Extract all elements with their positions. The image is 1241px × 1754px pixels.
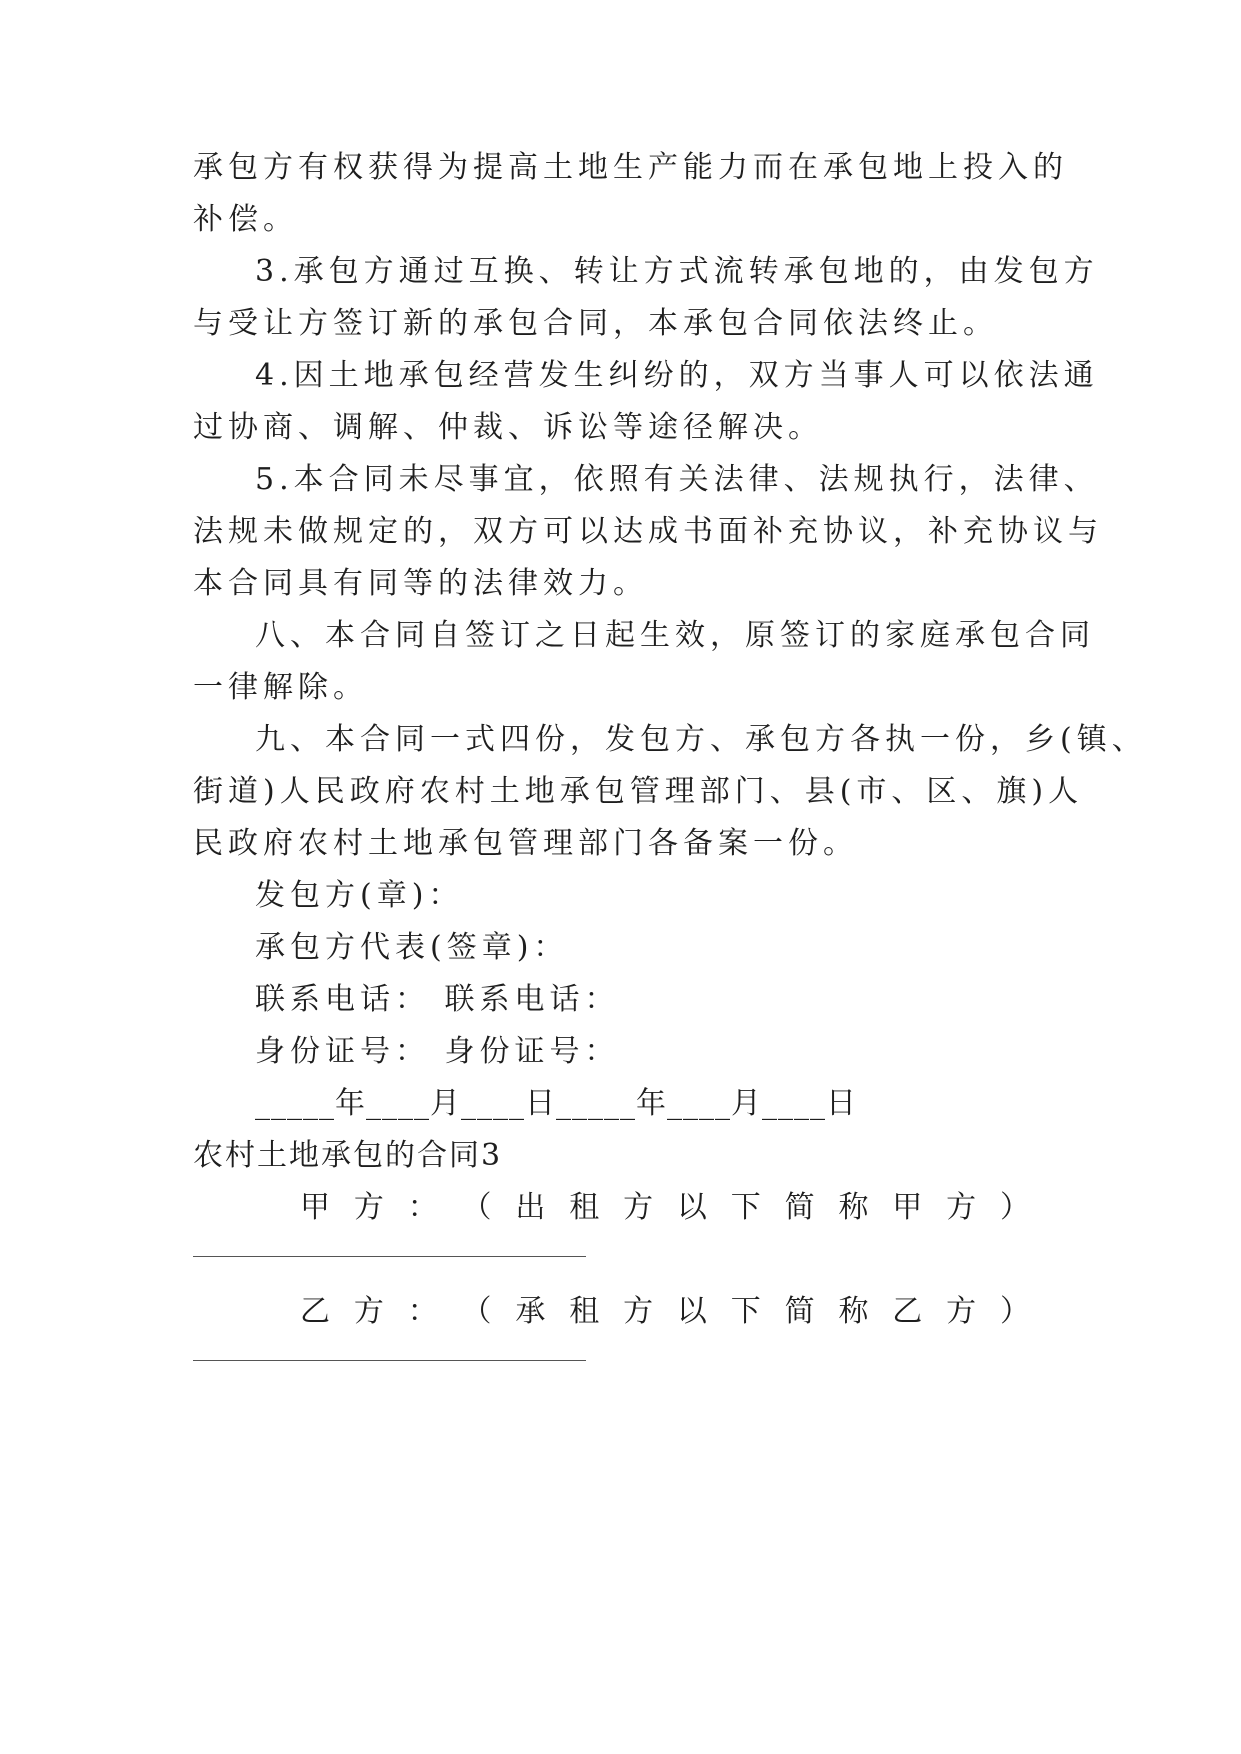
party-b-char: （ bbox=[461, 1294, 492, 1329]
party-a-char: 甲 bbox=[892, 1190, 923, 1225]
phone-fields: 联系电话： 联系电话： bbox=[255, 982, 620, 1017]
paragraph-line: 民政府农村土地承包管理部门各备案一份。 bbox=[193, 826, 858, 861]
party-b-char: 乙 bbox=[300, 1294, 330, 1329]
party-a-char: （ bbox=[461, 1190, 492, 1225]
party-b-char: 方 bbox=[623, 1294, 654, 1329]
party-a-char: ： bbox=[407, 1190, 438, 1225]
party-b-char: 方 bbox=[946, 1294, 977, 1329]
party-b-char: ） bbox=[999, 1294, 1030, 1329]
party-b-char: 承 bbox=[515, 1294, 546, 1329]
party-a-char: 方 bbox=[353, 1190, 384, 1225]
clause-4: 4.因土地承包经营发生纠纷的，双方当事人可以依法通 bbox=[255, 358, 1099, 393]
section-title: 农村土地承包的合同3 bbox=[193, 1138, 503, 1173]
party-a-char: ） bbox=[999, 1190, 1030, 1225]
party-a-char: 以 bbox=[676, 1190, 707, 1225]
paragraph-line: 承包方有权获得为提高土地生产能力而在承包地上投入的 bbox=[193, 150, 1068, 185]
paragraph-line: 一律解除。 bbox=[193, 670, 368, 705]
paragraph-line: 补偿。 bbox=[193, 202, 298, 237]
date-fields: _____年____月____日_____年____月____日 bbox=[255, 1086, 857, 1121]
paragraph-line: 本合同具有同等的法律效力。 bbox=[193, 566, 648, 601]
party-b-char: 以 bbox=[676, 1294, 707, 1329]
party-a-line bbox=[300, 1188, 1030, 1228]
clause-3: 3.承包方通过互换、转让方式流转承包地的，由发包方 bbox=[255, 254, 1099, 289]
contractor-signature-field: 承包方代表(签章)： bbox=[255, 930, 569, 965]
party-a-char: 出 bbox=[515, 1190, 546, 1225]
party-b-char: 下 bbox=[730, 1294, 761, 1329]
party-b-line bbox=[300, 1292, 1030, 1332]
party-b-char: 称 bbox=[838, 1294, 869, 1329]
paragraph-line: 法规未做规定的，双方可以达成书面补充协议，补充协议与 bbox=[193, 514, 1103, 549]
paragraph-line: 过协商、调解、仲裁、诉讼等途径解决。 bbox=[193, 410, 823, 445]
issuer-seal-field: 发包方(章)： bbox=[255, 878, 464, 913]
id-number-fields: 身份证号： 身份证号： bbox=[255, 1034, 620, 1069]
party-a-char: 甲 bbox=[300, 1190, 330, 1225]
paragraph-line: 街道)人民政府农村土地承包管理部门、县(市、区、旗)人 bbox=[193, 774, 1084, 809]
party-a-char: 租 bbox=[569, 1190, 600, 1225]
party-a-char: 称 bbox=[838, 1190, 869, 1225]
paragraph-line: 与受让方签订新的承包合同，本承包合同依法终止。 bbox=[193, 306, 998, 341]
party-b-blank-underline bbox=[193, 1360, 586, 1361]
party-a-char: 简 bbox=[784, 1190, 815, 1225]
article-8: 八、本合同自签订之日起生效，原签订的家庭承包合同 bbox=[255, 618, 1095, 653]
party-a-char: 方 bbox=[623, 1190, 654, 1225]
party-b-char: 方 bbox=[353, 1294, 384, 1329]
party-a-char: 方 bbox=[946, 1190, 977, 1225]
party-b-char: 租 bbox=[569, 1294, 600, 1329]
article-9: 九、本合同一式四份，发包方、承包方各执一份，乡(镇、 bbox=[255, 722, 1147, 757]
clause-5: 5.本合同未尽事宜，依照有关法律、法规执行，法律、 bbox=[255, 462, 1099, 497]
party-b-char: 乙 bbox=[892, 1294, 923, 1329]
party-a-char: 下 bbox=[730, 1190, 761, 1225]
party-b-char: 简 bbox=[784, 1294, 815, 1329]
party-b-char: ： bbox=[407, 1294, 438, 1329]
party-a-blank-underline bbox=[193, 1256, 586, 1257]
